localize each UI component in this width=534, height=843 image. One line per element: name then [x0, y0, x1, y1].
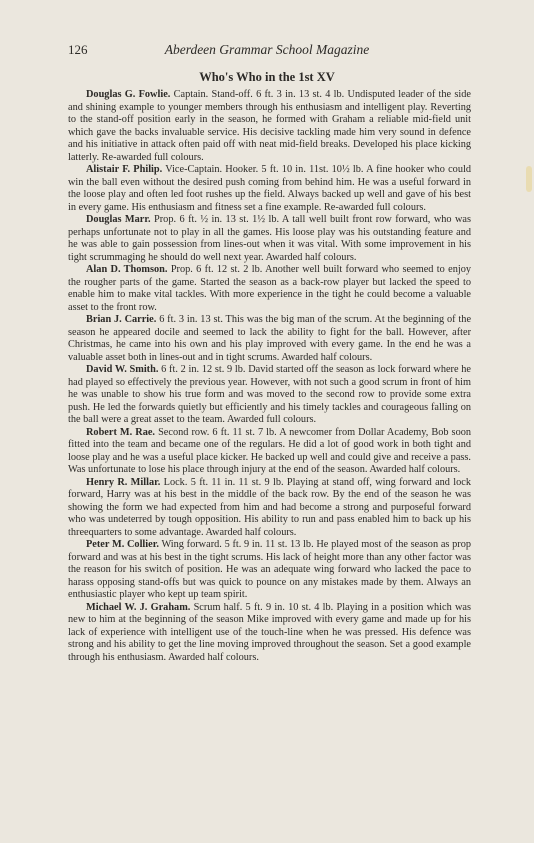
player-description: Second row. 6 ft. 11 st. 7 lb. A newcomer from Dollar Academy, Bob soon fitted into the team and became one of the regulars. He did a lot of good work in both tight and loose play and he was a useful place kicker. He backed up well and could give and receive a pass. Was unfortunate to lose his place through injury at the end of the season. Awarded half colours. [68, 426, 472, 475]
player-description: Prop. 6 ft. 12 st. 2 lb. Another well built forward who seemed to enjoy the rougher parts of the game. Started the season as a back-row player but lacked the speed to enable him to make vital tackles. With more experience in the tight he could become a valuable asset to the front row. [68, 264, 471, 313]
player-entry [68, 364, 471, 427]
player-description: Captain. Stand-off. 6 ft. 3 in. 13 st. 4 lb. Undisputed leader of the side and shining example to younger members through his enthusiasm and intelligent play. Reverting to the stand-off position early in the season, he formed with Graham a reliable mid-field unit which gave the backs invaluable service. His decisive tackling made him very sound in defence and his initiative in attack often paid off with neat mid-field breaks. Developed his place kicking latterly. Re-awarded full colours. [68, 89, 471, 163]
player-description: Wing forward. 5 ft. 9 in. 11 st. 13 lb. He played most of the season as prop forward and was at his best in the tight scrums. His lack of height more than any other factor was the reason for his switch of position. He was an adequate wing forward who lacked the pace to harass opposing stand-offs but was quick to pounce on any mistakes made by them. Always an enthusiastic player who kept up team spirit. [68, 539, 471, 600]
player-name: Brian J. Carrie. [86, 314, 157, 325]
player-entry [68, 264, 471, 314]
player-name: Michael W. J. Graham. [86, 601, 191, 613]
running-title: Aberdeen Grammar School Magazine [164, 42, 370, 57]
page-header [68, 42, 466, 58]
player-description: Scrum half. 5 ft. 9 in. 10 st. 4 lb. Playing in a position which was new to him at the beginning of the season Mike improved with every game and made up for his lack of experience with intelligent use of the touch-line when he was pressed. His defence was strong and his ability to get the line moving improved throughout the season. Set a good example through his enthusiasm. Awarded half colours. [68, 601, 471, 663]
player-description: Vice-Captain. Hooker. 5 ft. 10 in. 11st. 10½ lb. A fine hooker who could win the ball even without the desired push coming from behind him. He was a useful forward in the loose play and often led foot rushes up the field. Always backed up well and gave of his best in every game. His enthusiasm and fitness set a fine example. Re-awarded full colours. [68, 164, 471, 213]
player-description: 6 ft. 2 in. 12 st. 9 lb. David started off the season as lock forward where he had played so effectively the previous year. However, with not such a good scrum in front of him he was unable to show his true form and was moved to the second row to provide some extra push. He led the forwards quietly but efficiently and his timely tackles and courageous falling on the ball were a great asset to the team. Awarded full colours. [68, 364, 471, 425]
player-description: Prop. 6 ft. ½ in. 13 st. 1½ lb. A tall well built front row forward, who was perhaps unfortunate not to play in all the games. His loose play was his outstanding feature and he was able to gain possession from lines-out when it was vital. With some improvement in his tight scrummaging he should do well next year. Awarded half colours. [68, 214, 472, 263]
article-body [68, 89, 471, 664]
player-entry [68, 477, 471, 540]
player-entry [68, 314, 471, 364]
player-name: Douglas G. Fowlie. [86, 89, 171, 100]
player-name: Alistair F. Philip. [86, 164, 163, 175]
page-edge-stain [526, 166, 532, 192]
player-name: Alan D. Thomson. [86, 264, 168, 275]
player-entry [68, 89, 471, 164]
player-name: Henry R. Millar. [86, 476, 161, 488]
player-entry [68, 539, 471, 602]
player-entry [68, 214, 471, 264]
section-title: Who's Who in the 1st XV [199, 70, 335, 84]
player-entry [68, 427, 471, 477]
player-name: Douglas Marr. [86, 214, 151, 225]
player-description: 6 ft. 3 in. 13 st. This was the big man of the scrum. At the beginning of the season he appeared docile and seemed to lack the ability to fight for the ball. However, after Christmas, he came into his own and his play improved with every game. In the end he was a valuable asset both in lines-out and in tight scrums. Awarded half colours. [68, 314, 472, 363]
player-name: David W. Smith. [86, 364, 159, 375]
page-number: 126 [68, 42, 88, 57]
player-name: Peter M. Collier. [86, 539, 159, 550]
player-name: Robert M. Rae. [86, 426, 156, 438]
player-entry [68, 602, 471, 665]
player-entry [68, 164, 471, 214]
player-description: Lock. 5 ft. 11 in. 11 st. 9 lb. Playing at stand off, wing forward and lock forward, Harry was at his best in the middle of the back row. By the end of the season he was showing the form we had expected from him and had become a strong and purposeful forward who was undeterred by tough opposition. His ability to run and pass enabled him to back up his threequarters to some advantage. Awarded half colours. [68, 476, 471, 538]
